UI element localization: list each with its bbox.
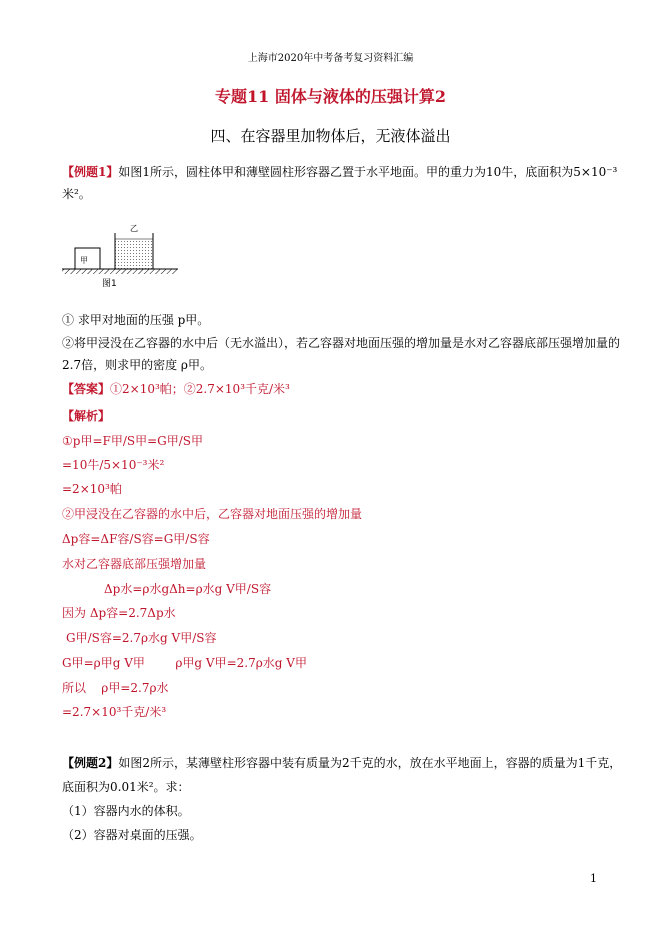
page-title: 专题11 固体与液体的压强计算2 xyxy=(215,87,446,106)
solution-line: Δp水=ρ水gΔh=ρ水g V甲/S容 xyxy=(104,582,272,596)
ex2-line2: 底面积为0.01米²。求： xyxy=(62,780,190,794)
solution-line: =10牛/5×10⁻³米² xyxy=(62,458,165,472)
section-subtitle: 四、在容器里加物体后，无液体溢出 xyxy=(210,127,451,145)
solution-line: G甲=ρ甲g V甲 ρ甲g V甲=2.7ρ水g V甲 xyxy=(62,656,307,670)
answer-tag: 【答案】 xyxy=(62,382,111,396)
analysis-tag: 【解析】 xyxy=(62,409,111,423)
solution-line: 所以 ρ甲=2.7ρ水 xyxy=(62,681,169,695)
solution-line: ①p甲=F甲/S甲=G甲/S甲 xyxy=(62,434,203,448)
solution-line: =2×10³帕 xyxy=(62,482,122,496)
solution-line: ②甲浸没在乙容器的水中后，乙容器对地面压强的增加量 xyxy=(62,507,363,521)
page-number: 1 xyxy=(590,872,597,885)
ex1-line1 xyxy=(62,164,617,180)
ex2-tag: 【例题2】 xyxy=(62,756,119,770)
solution-line: =2.7×10³千克/米³ xyxy=(62,705,167,719)
ex1-answer-line xyxy=(62,381,290,397)
ex1-text1: 如图1所示，圆柱体甲和薄壁圆柱形容器乙置于水平地面。甲的重力为10牛，底面积为5×10⁻³ xyxy=(118,165,618,179)
ground-hatch xyxy=(62,269,178,274)
ex2-q1: （1）容器内水的体积。 xyxy=(62,804,190,818)
ex1-q2b: 2.7倍，则求甲的密度 ρ甲。 xyxy=(62,358,212,372)
solution-line: 因为 Δp容=2.7Δp水 xyxy=(62,606,176,620)
ex2-text1: 如图2所示，某薄壁柱形容器中装有质量为2千克的水，放在水平地面上，容器的质量为1千克， xyxy=(118,756,622,770)
solution-line: Δp容=ΔF容/S容=G甲/S容 xyxy=(62,532,210,546)
figure-caption: 图1 xyxy=(102,279,117,289)
label-jia: 甲 xyxy=(80,256,88,265)
page-header: 上海市2020年中考备考复习资料汇编 xyxy=(247,53,414,64)
ex1-line2: 米²。 xyxy=(62,187,91,201)
solution-line: G甲/S容=2.7ρ水g V甲/S容 xyxy=(66,631,217,645)
water-fill xyxy=(115,239,153,269)
label-yi: 乙 xyxy=(130,224,138,233)
solution-line: 水对乙容器底部压强增加量 xyxy=(62,557,207,571)
figure-1 xyxy=(60,222,180,292)
ex1-tag: 【例题1】 xyxy=(62,165,119,179)
ex2-line1 xyxy=(62,755,621,771)
ex1-q1: ① 求甲对地面的压强 p甲。 xyxy=(62,313,210,327)
ex1-q2: ②将甲浸没在乙容器的水中后（无水溢出），若乙容器对地面压强的增加量是水对乙容器底部压强增加量的 xyxy=(62,336,621,350)
answer-text: ①2×10³帕；②2.7×10³千克/米³ xyxy=(110,382,290,396)
ex2-q2: （2）容器对桌面的压强。 xyxy=(62,828,202,842)
